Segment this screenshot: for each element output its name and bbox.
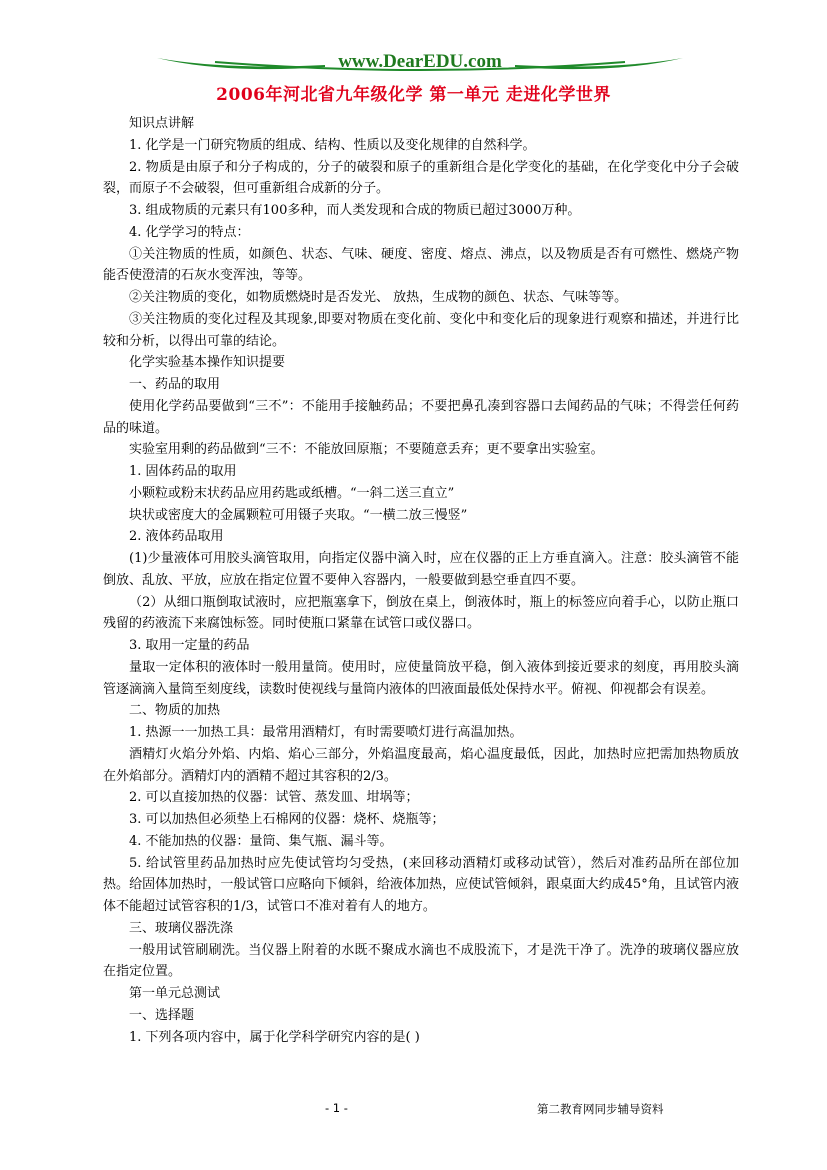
paragraph: （2）从细口瓶倒取试液时，应把瓶塞拿下，倒放在桌上，倒液体时，瓶上的标签应向着手心，以防止瓶口残留的药液流下来腐蚀标签。同时使瓶口紧靠在试管口或仪器口。 [103,594,739,632]
footer-source: 第二教育网同步辅导资料 [537,1102,664,1116]
section-heading: 知识点讲解 [129,116,195,131]
paragraph: 3. 取用一定量的药品 [129,638,250,653]
paragraph: (1)少量液体可用胶头滴管取用，向指定仪器中滴入时，应在仪器的正上方垂直滴入。注意：胶头滴管不能倒放、乱放、平放，应放在指定位置不要伸入容器内，一般要做到悬空垂直四不要。 [103,551,739,588]
paragraph: 一般用试管刷刷洗。当仪器上附着的水既不聚成水滴也不成股流下，才是洗干净了。洗净的玻璃仪器应放在指定位置。 [103,942,739,980]
paragraph: 使用化学药品要做到“三不”：不能用手接触药品；不要把鼻孔凑到容器口去闻药品的气味；不得尝任何药品的味道。 [103,398,739,436]
paragraph: 1. 固体药品的取用 [129,464,237,479]
paragraph: 酒精灯火焰分外焰、内焰、焰心三部分，外焰温度最高，焰心温度最低，因此，加热时应把需加热物质放在外焰部分。酒精灯内的酒精不超过其容积的2/3。 [103,746,739,784]
paragraph: 1. 化学是一门研究物质的组成、结构、性质以及变化规律的自然科学。 [129,137,536,153]
paragraph: 4. 不能加热的仪器：量筒、集气瓶、漏斗等。 [129,833,393,849]
paragraph: 4. 化学学习的特点： [129,224,250,240]
paragraph: 3. 可以加热但必须垫上石棉网的仪器：烧杯、烧瓶等； [129,812,445,827]
site-name: www.DearEDU.com [338,51,502,72]
paragraph: 3. 组成物质的元素只有100多种，而人类发现和合成的物质已超过3000万种。 [129,203,581,218]
page-number: - 1 - [325,1101,348,1115]
paragraph: 小颗粒或粉末状药品应用药匙或纸槽。“一斜二送三直立” [129,485,455,501]
paragraph: ①关注物质的性质，如颜色、状态、气味、硬度、密度、熔点、沸点，以及物质是否有可燃性、燃烧产物能否使澄清的石灰水变浑浊，等等。 [103,246,739,284]
section-heading: 一、药品的取用 [129,377,221,392]
paragraph: 1. 热源一一加热工具：最常用酒精灯，有时需要喷灯进行高温加热。 [129,725,523,740]
section-heading: 二、物质的加热 [129,703,221,719]
paragraph: 2. 物质是由原子和分子构成的，分子的破裂和原子的重新组合是化学变化的基础，在化学变化中分子会破裂，而原子不会破裂，但可重新组合成新的分子。 [103,159,739,197]
section-heading: 第一单元总测试 [129,986,221,1001]
document-body [103,113,739,1048]
paragraph: 5. 给试管里药品加热时应先使试管均匀受热，(来回移动酒精灯或移动试管），然后对准药品所在部位加热。给固体加热时，一般试管口应略向下倾斜，给液体加热，应使试管倾斜，跟桌面大约成45°角，且试管内液体不能超过试管容积的1/3，试管口不准对着有人的地方。 [103,855,739,914]
paragraph: 量取一定体积的液体时一般用量筒。使用时，应使量筒放平稳，倒入液体到接近要求的刻度，再用胶头滴管逐滴滴入量筒至刻度线，读数时使视线与量筒内液体的凹液面最低处保持水平。俯视、仰视都会有误差。 [103,659,739,697]
page-title: 2006年河北省九年级化学 第一单元 走进化学世界 [216,85,611,105]
question: 1. 下列各项内容中，属于化学科学研究内容的是( ) [129,1029,420,1045]
section-heading: 三、玻璃仪器洗涤 [129,920,234,936]
paragraph: 实验室用剩的药品做到“三不：不能放回原瓶；不要随意丢弃；更不要拿出实验室。 [129,442,604,458]
paragraph: 2. 可以直接加热的仪器：试管、蒸发皿、坩埚等； [129,790,419,806]
paragraph: 块状或密度大的金属颗粒可用镊子夹取。“一横二放三慢竖” [129,507,468,523]
section-heading: 一、选择题 [129,1007,195,1023]
paragraph: ③关注物质的变化过程及其现象,即要对物质在变化前、变化中和变化后的现象进行观察和描述，并进行比较和分析，以得出可靠的结论。 [103,311,739,349]
paragraph: 2. 液体药品取用 [129,529,224,545]
site-header [155,48,685,78]
paragraph: ②关注物质的变化，如物质燃烧时是否发光、 放热，生成物的颜色、状态、气味等等。 [129,290,628,305]
section-heading: 化学实验基本操作知识提要 [129,355,286,371]
